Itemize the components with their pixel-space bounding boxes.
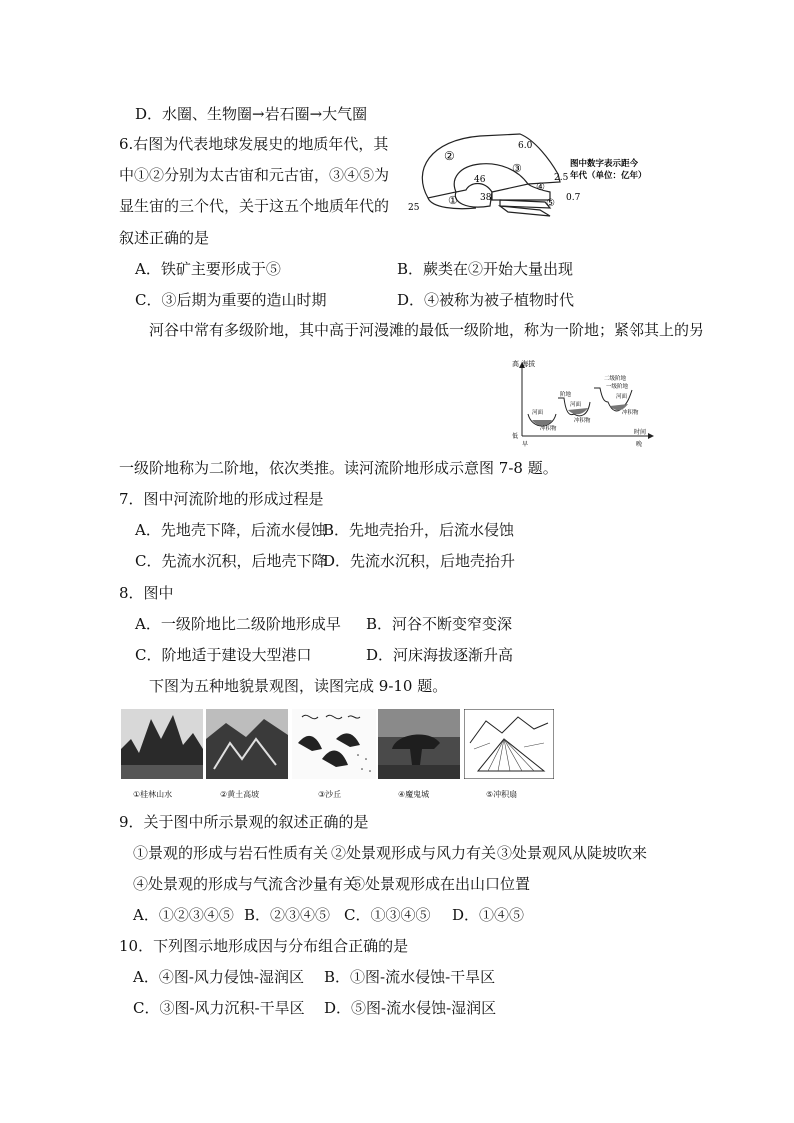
q8-option-c[interactable]: C．阶地适于建设大型港口 <box>135 646 312 664</box>
spiral-label-3: ③ <box>512 162 522 175</box>
terrace-s3-level1: 一级阶地 <box>606 384 629 390</box>
q9-option-b[interactable]: B．②③④⑤ <box>244 906 331 924</box>
river-terrace-figure <box>508 358 658 452</box>
spiral-label-4: ④ <box>536 182 545 193</box>
q9-statement-3: ③处景观风从陡坡吹来 <box>497 844 648 862</box>
terrace-y-label: 高 海拔 <box>512 360 536 368</box>
spiral-num-6: 6.0 <box>518 141 533 151</box>
photo-yardang-devil-city <box>378 709 460 779</box>
q7-stem: 7．图中河流阶地的形成过程是 <box>119 490 324 508</box>
terrace-x-left: 早 <box>522 441 529 448</box>
q6-stem-line2: 中①②分别为太古宙和元古宙，③④⑤为 <box>119 166 390 184</box>
terrace-y-low: 低 <box>512 433 519 440</box>
q6-option-b[interactable]: B．蕨类在②开始大量出现 <box>397 260 574 278</box>
q8-option-d[interactable]: D．河床海拔逐渐升高 <box>366 646 514 664</box>
photo-caption-2: ②黄土高坡 <box>220 790 260 799</box>
photo-caption-5: ⑤冲积扇 <box>486 790 518 799</box>
q6-option-a[interactable]: A．铁矿主要形成于⑤ <box>135 260 281 278</box>
terrace-s1-sediment: 冲积物 <box>540 426 557 432</box>
geologic-time-spiral-figure <box>400 130 670 220</box>
terrace-s1-river: 河面 <box>532 410 544 416</box>
terrace-s2-sediment: 冲积物 <box>574 418 591 424</box>
q6-option-c[interactable]: C．③后期为重要的造山时期 <box>135 291 327 309</box>
q7-option-d[interactable]: D．先流水沉积，后地壳抬升 <box>323 552 516 570</box>
q7-option-a[interactable]: A．先地壳下降，后流水侵蚀 <box>135 521 326 539</box>
q9-statement-5: ⑤处景观形成在出山口位置 <box>350 875 531 893</box>
spiral-label-1: ① <box>448 194 458 207</box>
terrace-s3-river: 河面 <box>616 394 628 400</box>
q9-statement-1: ①景观的形成与岩石性质有关 <box>133 844 329 862</box>
q7-option-b[interactable]: B．先地壳抬升，后流水侵蚀 <box>323 521 515 539</box>
q10-option-d[interactable]: D．⑤图-流水侵蚀-湿润区 <box>324 999 497 1017</box>
terrace-s3-level2: 二级阶地 <box>604 376 627 382</box>
photo-guilin-landscape <box>121 709 203 779</box>
spiral-num-38: 38 <box>480 193 492 203</box>
q9-statement-2: ②处景观形成与风力有关 <box>331 844 497 862</box>
spiral-num-25: 25 <box>408 203 420 213</box>
spiral-note-line1: 图中数字表示距今 <box>570 159 639 169</box>
intro-910: 下图为五种地貌景观图，读图完成 9-10 题。 <box>149 677 448 695</box>
q6-stem-line4: 叙述正确的是 <box>119 229 210 247</box>
photo-alluvial-fan <box>464 709 554 779</box>
q10-option-a[interactable]: A．④图-风力侵蚀-湿润区 <box>133 968 304 986</box>
spiral-note-line2: 年代（单位：亿年） <box>570 171 647 181</box>
photo-loess-plateau <box>206 709 288 779</box>
spiral-num-2-5: 2.5 <box>554 173 569 183</box>
q6-stem-line3: 显生宙的三个代，关于这五个地质年代的 <box>119 197 390 215</box>
spiral-label-5: ⑤ <box>546 198 555 209</box>
q10-option-c[interactable]: C．③图-风力沉积-干旱区 <box>133 999 305 1017</box>
spiral-num-46: 46 <box>474 175 486 185</box>
q9-statement-4: ④处景观的形成与气流含沙量有关 <box>133 875 359 893</box>
q6-stem-line1: 6.右图为代表地球发展史的地质年代，其 <box>119 135 389 153</box>
photo-caption-1: ①桂林山水 <box>133 790 173 799</box>
q10-stem: 10．下列图示地形成因与分布组合正确的是 <box>119 937 409 955</box>
photo-sand-dune <box>292 709 376 779</box>
spiral-label-2: ② <box>444 149 455 163</box>
photo-caption-4: ④魔鬼城 <box>398 790 430 799</box>
q8-stem: 8．图中 <box>119 584 174 602</box>
q8-option-b[interactable]: B．河谷不断变窄变深 <box>366 615 513 633</box>
q9-option-d[interactable]: D．①④⑤ <box>452 906 525 924</box>
q10-option-b[interactable]: B．①图-流水侵蚀-干旱区 <box>324 968 496 986</box>
q7-option-c[interactable]: C．先流水沉积，后地壳下降 <box>135 552 327 570</box>
intro-78-line1: 河谷中常有多级阶地，其中高于河漫滩的最低一级阶地，称为一阶地；紧邻其上的另 <box>149 321 705 339</box>
terrace-s3-sediment: 冲积物 <box>622 410 639 416</box>
q9-stem: 9．关于图中所示景观的叙述正确的是 <box>119 813 369 831</box>
q9-option-c[interactable]: C．①③④⑤ <box>344 906 431 924</box>
q9-option-a[interactable]: A．①②③④⑤ <box>133 906 234 924</box>
terrace-s2-terrace: 阶地 <box>560 392 572 398</box>
q8-option-a[interactable]: A．一级阶地比二级阶地形成早 <box>135 615 341 633</box>
terrace-s2-river: 河面 <box>570 402 582 408</box>
terrace-x-right-top: 时间 <box>634 429 647 436</box>
terrace-x-right-bottom: 晚 <box>636 441 643 448</box>
q5-option-d: D．水圈、生物圈→岩石圈→大气圈 <box>135 105 368 123</box>
photo-caption-3: ③沙丘 <box>318 790 342 799</box>
q6-option-d[interactable]: D．④被称为被子植物时代 <box>397 291 575 309</box>
spiral-num-0-7: 0.7 <box>566 193 581 203</box>
intro-78-line2: 一级阶地称为二阶地，依次类推。读河流阶地形成示意图 7-8 题。 <box>119 459 558 477</box>
